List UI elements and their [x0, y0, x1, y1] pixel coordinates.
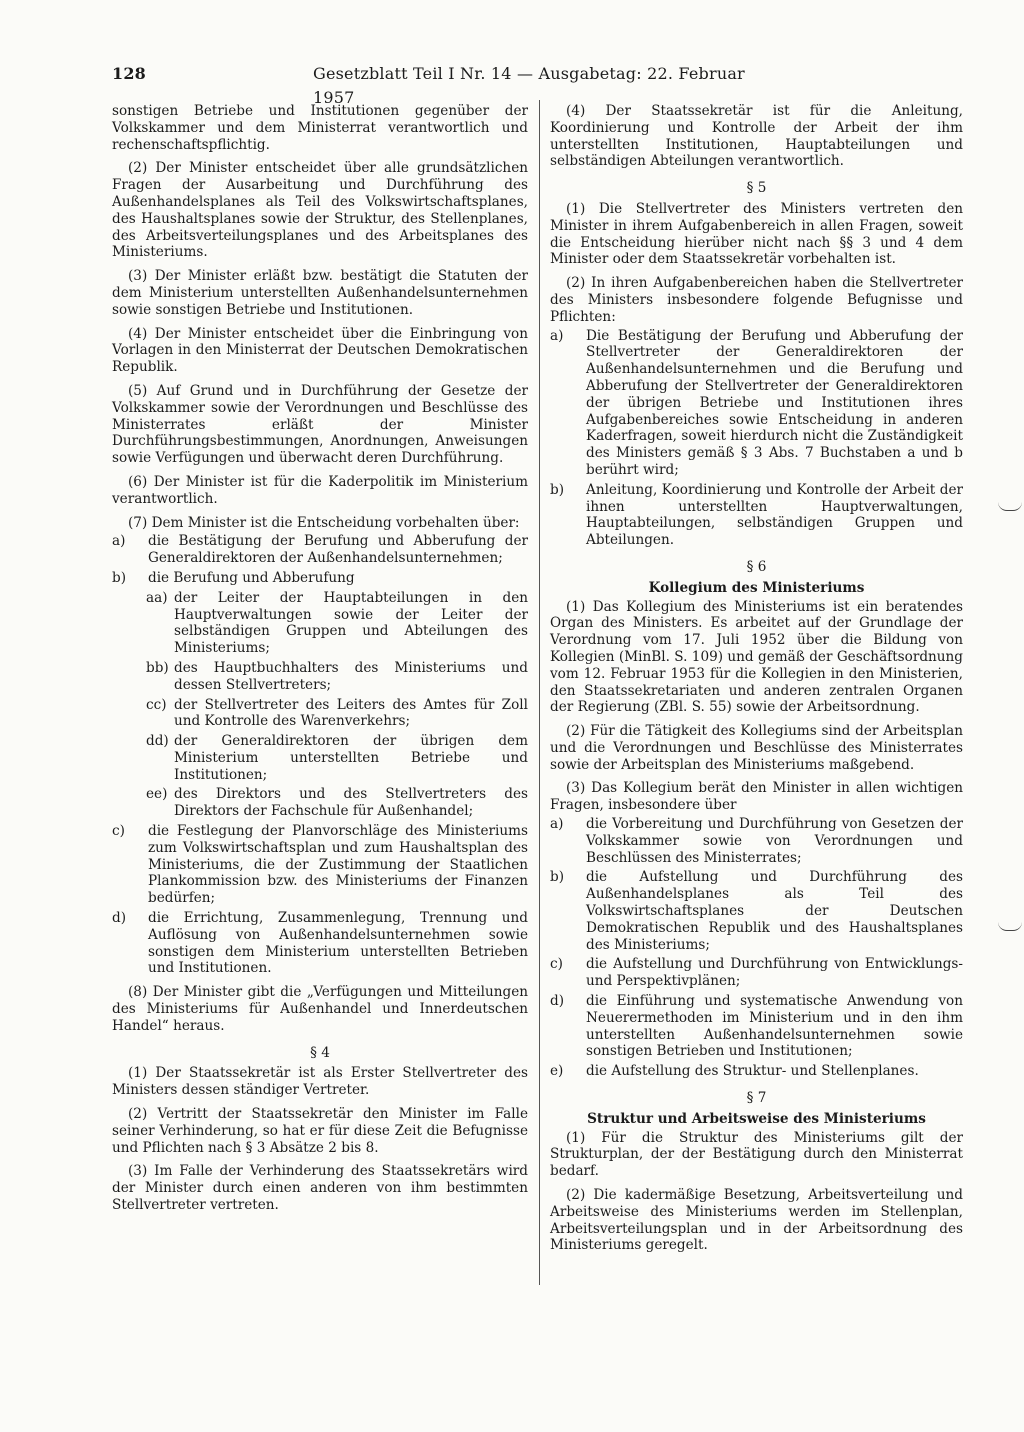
list-text: der Generaldirektoren der übrigen dem Ministerium unterstellten Betriebe und Institutionen;: [174, 733, 528, 783]
paragraph: (4) Der Staatssekretär ist für die Anleitung, Koordinierung und Kontrolle der Arbeit der ihm unterstellten Institutionen, Hauptabteilungen und selbständigen Abteilungen verantwortlich.: [550, 103, 963, 170]
paragraph: (3) Der Minister erläßt bzw. bestätigt die Statuten der dem Ministerium unterstellten Außenhandelsunternehmen sowie sonstigen Betriebe und Institutionen.: [112, 268, 528, 318]
list-item: [550, 956, 963, 990]
list-label: d): [112, 910, 127, 927]
sub-list-item: [112, 786, 528, 820]
list-label: dd): [146, 733, 169, 750]
section-number: § 6: [746, 558, 767, 575]
list-text: der Stellvertreter des Leiters des Amtes für Zoll und Kontrolle des Warenverkehrs;: [174, 696, 528, 730]
list-label: d): [550, 993, 565, 1010]
list-item: [550, 816, 963, 866]
paragraph: (1) Für die Struktur des Ministeriums gilt der Strukturplan, der der Bestätigung durch den Ministerrat bedarf.: [550, 1129, 963, 1180]
list-item: [550, 869, 963, 953]
list-text: des Direktors und des Stellvertreters des Direktors der Fachschule für Außenhandel;: [174, 786, 528, 820]
section-title: Kollegium des Ministeriums: [648, 579, 865, 596]
margin-mark: [998, 502, 1022, 511]
paragraph: (1) Das Kollegium des Ministeriums ist ein beratendes Organ des Ministers. Es arbeitet auf der Grundlage der Verordnung vom 17. Juli 1952 über die Bildung von Kollegien (MinBl. S. 109) und gemäß der Geschäftsordnung vom 12. Februar 1953 für die Kollegien in den Ministerien, den Staatssekretariaten und anderen zentralen Organen der Regierung (ZBl. S. 55) sowie der Arbeitsordnung.: [550, 598, 963, 716]
list-label: c): [550, 956, 563, 973]
list-text: die Vorbereitung und Durchführung von Gesetzen der Volkskammer sowie von Verordnungen und Beschlüssen des Ministerrates;: [586, 816, 963, 866]
list-text: Die Bestätigung der Berufung und Abberufung der Stellvertreter der Generaldirektoren der Außenhandelsunternehmen und die Berufung und Abberufung der Stellvertreter der Generaldirektoren der übrigen Betriebe und Institutionen ihres Aufgabenbereiches sowie Entscheidung in anderen Kaderfragen, soweit hierdurch nicht die Zuständigkeit des Ministers gemäß § 3 Abs. 7 Buchstaben a und b berührt wird;: [586, 327, 963, 478]
list-text: Anleitung, Koordinierung und Kontrolle der Arbeit der ihnen unterstellten Hauptverwaltungen, Hauptabteilungen, selbständigen Gruppen und Abteilungen.: [586, 481, 963, 549]
list-text: die Festlegung der Planvorschläge des Ministeriums zum Volkswirtschaftsplan und zum Haushaltsplan des Ministeriums, die der Zustimmung der Staatlichen Plankommission bzw. des Ministeriums der Finanzen bedürfen;: [148, 823, 528, 907]
list-item: [550, 1063, 963, 1080]
paragraph: (2) In ihren Aufgabenbereichen haben die Stellvertreter des Ministers insbesondere folgende Befugnisse und Pflichten:: [550, 275, 963, 325]
list-label: aa): [146, 589, 168, 606]
paragraph: (5) Auf Grund und in Durchführung der Gesetze der Volkskammer sowie der Verordnungen und Beschlüsse des Ministerrates erläßt der Minister Durchführungsbestimmungen, Anordnungen, Anweisungen sowie Verfügungen und überwacht deren Durchführung.: [112, 382, 528, 467]
list-item: [112, 910, 528, 977]
list-label: cc): [146, 696, 167, 713]
list-label: c): [112, 823, 125, 840]
list-text: die Berufung und Abberufung: [148, 569, 355, 586]
paragraph: (2) Der Minister entscheidet über alle grundsätzlichen Fragen der Ausarbeitung und Durchführung des Außenhandelsplanes als Teil des Volkswirtschaftsplanes, des Haushaltsplanes sowie der Struktur, des Stellenplanes, des Arbeitsverteilungsplanes und des Arbeitsplanes des Ministeriums.: [112, 160, 528, 261]
list-text: die Bestätigung der Berufung und Abberufung der Generaldirektoren der Außenhandelsunternehmen;: [148, 533, 528, 567]
gazette-header-title: Gesetzblatt Teil I Nr. 14 — Ausgabetag: 22. Februar 1957: [313, 64, 745, 107]
list-label: ee): [146, 786, 168, 803]
list-item: [112, 533, 528, 567]
list-item: [112, 570, 528, 587]
paragraph: (1) Die Stellvertreter des Ministers vertreten den Minister in ihrem Aufgabenbereich in allen Fragen, soweit die Entscheidung hierüber nicht nach §§ 3 und 4 dem Minister oder dem Staatssekretär vorbehalten ist.: [550, 200, 963, 268]
list-item: [550, 328, 963, 479]
list-label: a): [550, 327, 564, 344]
list-text: die Einführung und systematische Anwendung von Neuerermethoden im Ministerium und in den ihm unterstellten Außenhandelsunternehmen sowie sonstigen Betrieben und Institutionen;: [586, 993, 963, 1060]
list-text: die Aufstellung des Struktur- und Stellenplanes.: [586, 1063, 919, 1080]
paragraph: (1) Der Staatssekretär ist als Erster Stellvertreter des Ministers dessen ständiger Vertreter.: [112, 1065, 528, 1099]
list-item: [112, 823, 528, 907]
paragraph: (3) Das Kollegium berät den Minister in allen wichtigen Fragen, insbesondere über: [550, 780, 963, 814]
list-text: die Errichtung, Zusammenlegung, Trennung und Auflösung von Außenhandelsunternehmen sowie sonstigen dem Ministerium unterstellten Betrieben und Institutionen.: [148, 910, 528, 977]
list-text: des Hauptbuchhalters des Ministeriums und dessen Stellvertreters;: [174, 659, 528, 693]
left-column: [112, 103, 528, 1221]
margin-mark: [998, 922, 1022, 931]
right-column: [550, 103, 963, 1261]
section-title: Struktur und Arbeitsweise des Ministeriums: [587, 1110, 926, 1127]
list-text: der Leiter der Hauptabteilungen in den Hauptverwaltungen sowie der Leiter der selbständigen Gruppen und Abteilungen des Ministeriums;: [174, 589, 528, 657]
sub-list-item: [112, 660, 528, 694]
list-label: e): [550, 1063, 564, 1080]
paragraph: sonstigen Betriebe und Institutionen gegenüber der Volkskammer und dem Ministerrat verantwortlich und rechenschaftspflichtig.: [112, 103, 528, 153]
page-header: [112, 62, 780, 107]
list-label: bb): [146, 659, 169, 676]
list-label: a): [112, 533, 126, 550]
list-text: die Aufstellung und Durchführung des Außenhandelsplanes als Teil des Volkswirtschaftsplanes der Deutschen Demokratischen Republik und des Haushaltsplanes des Ministeriums;: [586, 869, 963, 953]
paragraph: (4) Der Minister entscheidet über die Einbringung von Vorlagen in den Ministerrat der Deutschen Demokratischen Republik.: [112, 325, 528, 376]
paragraph: (6) Der Minister ist für die Kaderpolitik im Ministerium verantwortlich.: [112, 473, 528, 507]
paragraph: (2) Die kadermäßige Besetzung, Arbeitsverteilung und Arbeitsweise des Ministeriums werden im Stellenplan, Arbeitsverteilungsplan und in der Arbeitsordnung des Ministeriums geregelt.: [550, 1187, 963, 1254]
list-text: die Aufstellung und Durchführung von Entwicklungs- und Perspektivplänen;: [586, 956, 963, 990]
list-label: b): [550, 481, 565, 498]
list-item: [550, 993, 963, 1060]
sub-list-item: [112, 697, 528, 731]
sub-list-item: [112, 590, 528, 657]
paragraph: (2) Vertritt der Staatssekretär den Minister im Falle seiner Verhinderung, so hat er für diese Zeit die Befugnisse und Pflichten nach § 3 Absätze 2 bis 8.: [112, 1106, 528, 1156]
list-label: a): [550, 816, 564, 833]
column-divider: [539, 100, 540, 1285]
page-number: 128: [112, 64, 146, 83]
paragraph: (8) Der Minister gibt die „Verfügungen und Mitteilungen des Ministeriums für Außenhandel und Innerdeutschen Handel“ heraus.: [112, 984, 528, 1034]
list-item: [550, 482, 963, 549]
section-number: § 4: [310, 1044, 330, 1061]
paragraph: (2) Für die Tätigkeit des Kollegiums sind der Arbeitsplan und die Verordnungen und Beschlüsse des Ministerrates sowie der Arbeitsplan des Ministeriums maßgebend.: [550, 723, 963, 773]
list-label: b): [112, 569, 127, 586]
section-number: § 7: [746, 1090, 767, 1107]
paragraph: (3) Im Falle der Verhinderung des Staatssekretärs wird der Minister durch einen anderen von ihm bestimmten Stellvertreter vertreten.: [112, 1163, 528, 1214]
list-label: b): [550, 869, 565, 886]
sub-list-item: [112, 733, 528, 783]
paragraph: (7) Dem Minister ist die Entscheidung vorbehalten über:: [128, 514, 520, 531]
section-number: § 5: [746, 180, 767, 197]
